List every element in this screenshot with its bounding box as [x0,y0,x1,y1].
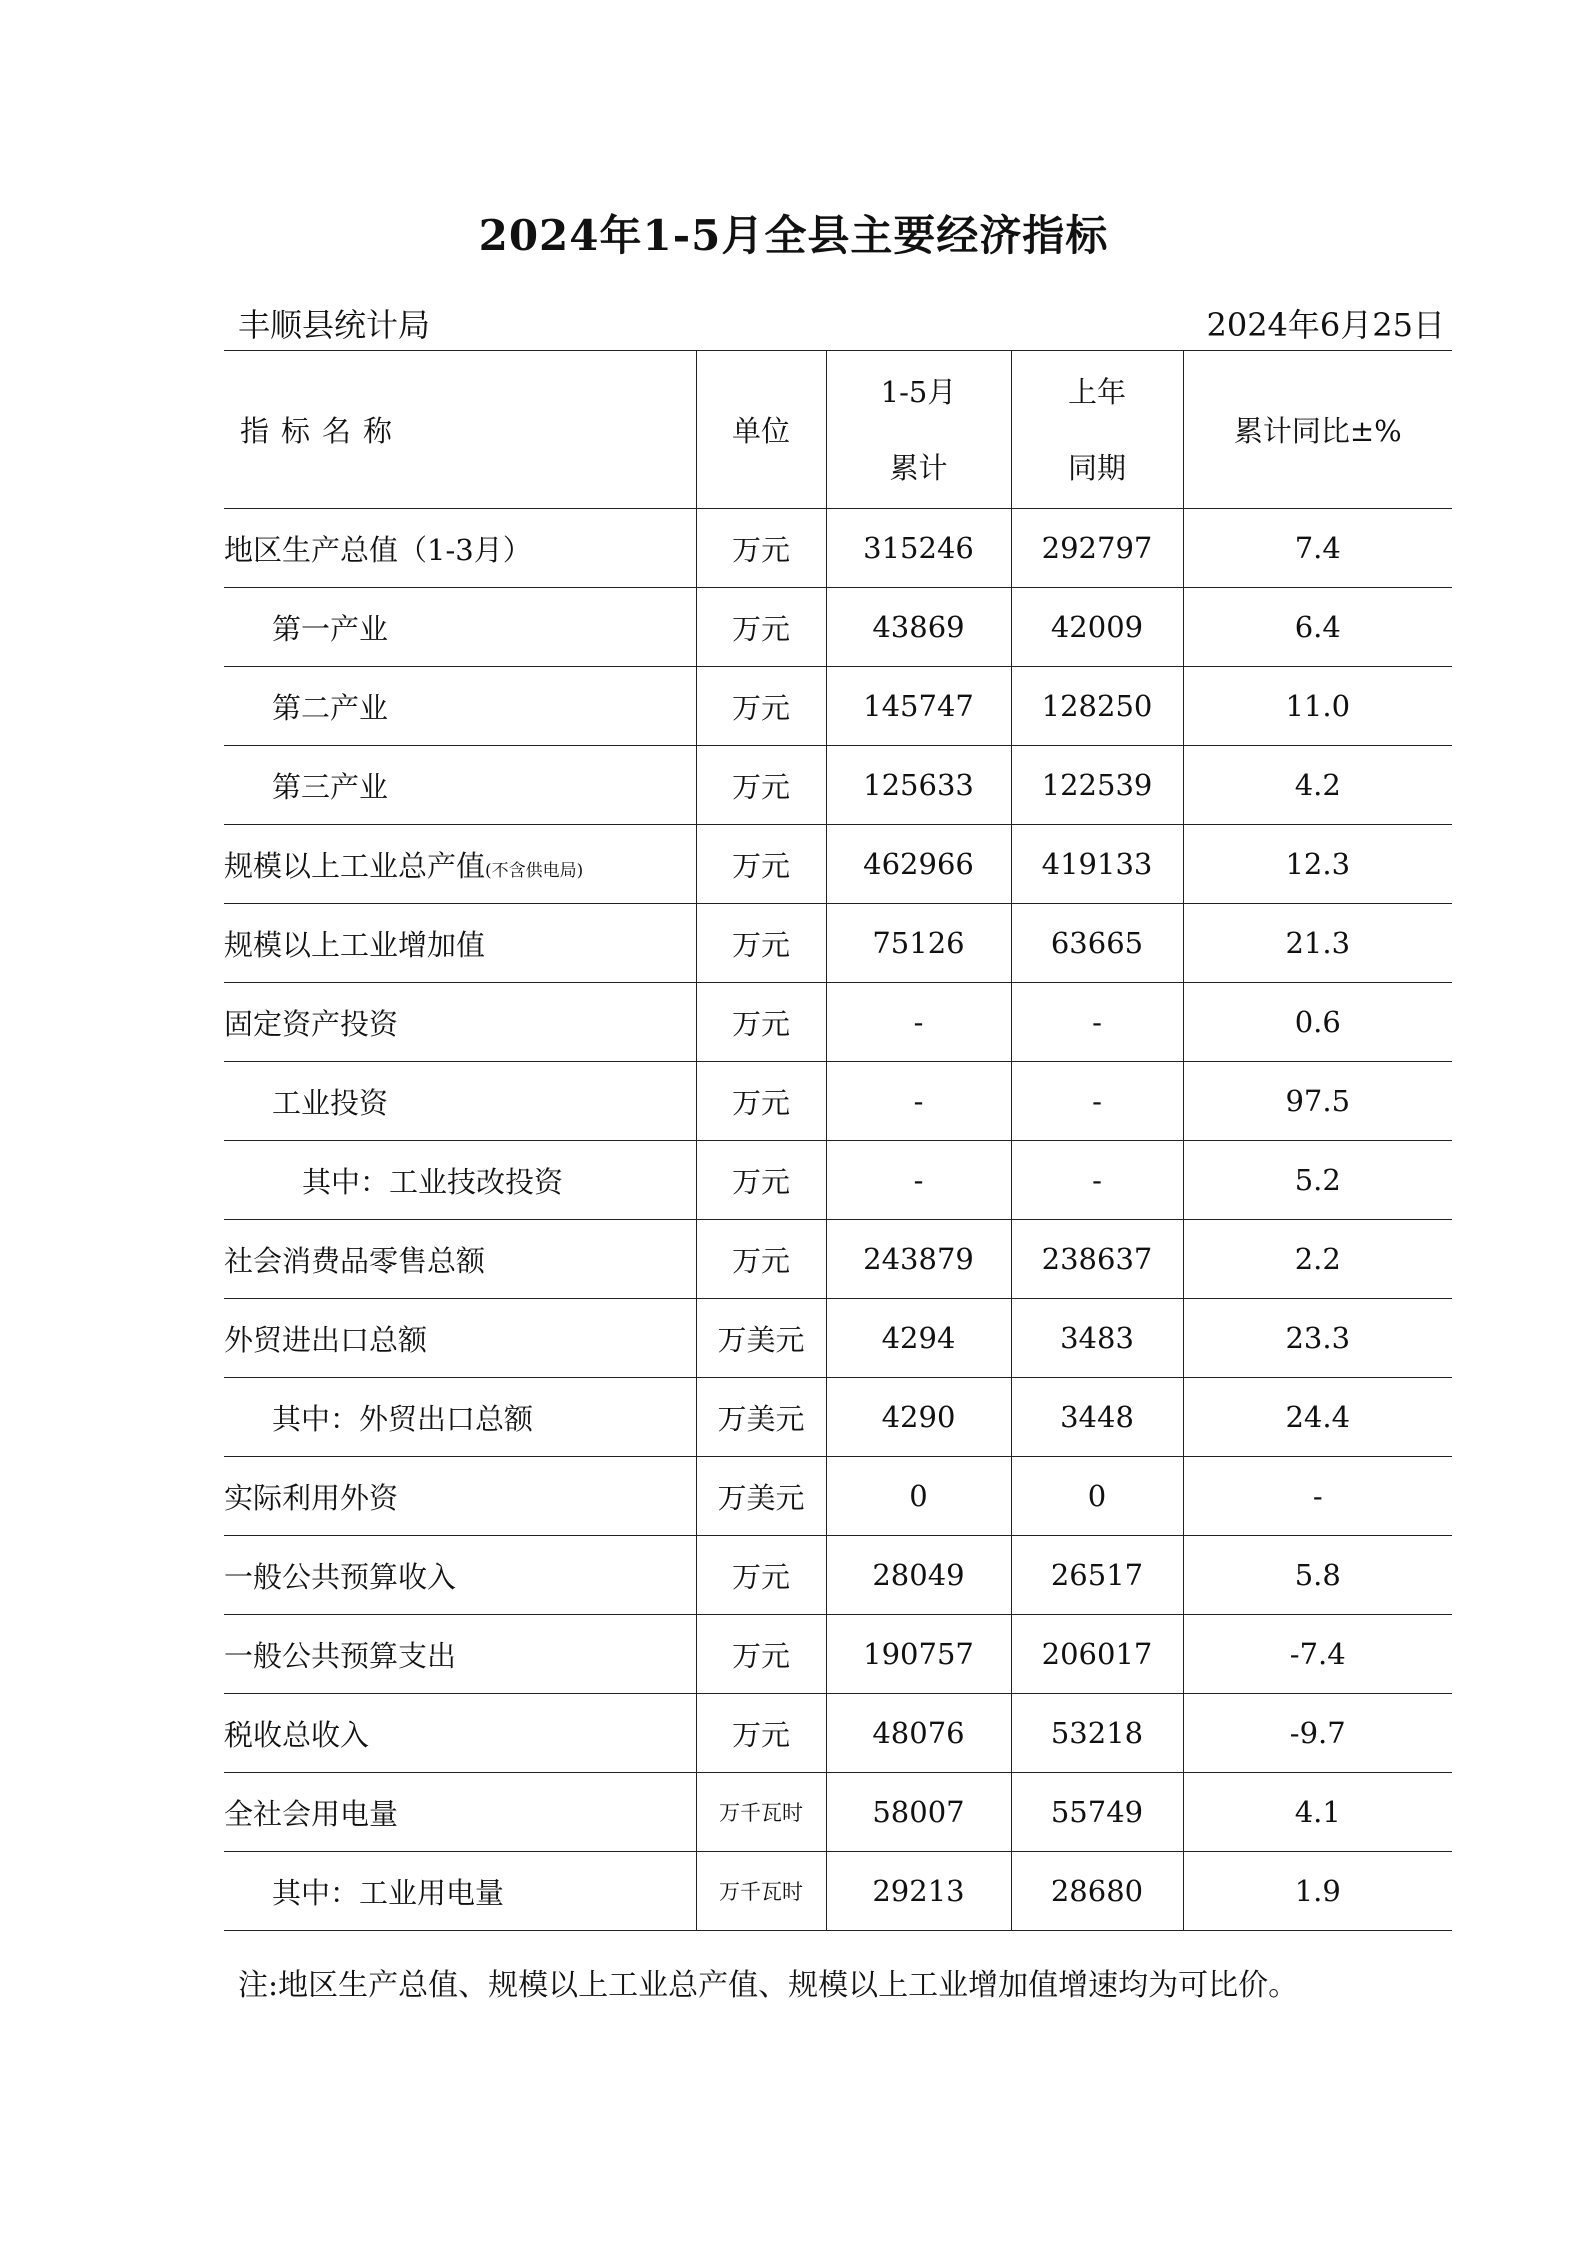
row-current: - [826,983,1011,1062]
row-name: 规模以上工业总产值 [224,848,486,883]
table-row [224,1378,1452,1457]
row-unit: 万元 [696,588,826,667]
row-current: 29213 [826,1852,1011,1931]
row-name: 一般公共预算支出 [224,1638,457,1673]
row-previous: 53218 [1011,1694,1183,1773]
row-current: - [826,1062,1011,1141]
row-previous: - [1011,983,1183,1062]
issue-date: 2024年6月25日 [1206,306,1445,344]
header-previous [1011,351,1183,509]
row-name: 其中：工业技改投资 [302,1164,564,1199]
row-yoy: 2.2 [1183,1220,1452,1299]
row-previous: - [1011,1141,1183,1220]
row-current: 28049 [826,1536,1011,1615]
table-row [224,1852,1452,1931]
row-unit: 万元 [696,825,826,904]
row-name: 全社会用电量 [224,1796,399,1831]
row-current: 58007 [826,1773,1011,1852]
row-name: 实际利用外资 [224,1480,399,1515]
table-row [224,1062,1452,1141]
row-yoy: 7.4 [1183,509,1452,588]
row-unit: 万元 [696,1694,826,1773]
row-unit: 万千瓦时 [696,1852,826,1931]
issuing-organization: 丰顺县统计局 [238,306,431,344]
row-name-cell [224,825,696,904]
row-unit: 万元 [696,667,826,746]
table-row [224,746,1452,825]
row-yoy: 5.8 [1183,1536,1452,1615]
row-yoy: 6.4 [1183,588,1452,667]
row-previous: 128250 [1011,667,1183,746]
row-current: 125633 [826,746,1011,825]
row-unit: 万美元 [696,1457,826,1536]
table-header-row [224,351,1452,509]
row-unit: 万美元 [696,1378,826,1457]
row-previous: 238637 [1011,1220,1183,1299]
row-current: 75126 [826,904,1011,983]
row-yoy: 12.3 [1183,825,1452,904]
row-yoy: 4.1 [1183,1773,1452,1852]
row-name: 第一产业 [272,611,389,646]
document-title: 2024年1-5月全县主要经济指标 [478,211,1109,260]
row-previous: 42009 [1011,588,1183,667]
header-previous-line1: 上年 [1067,374,1126,409]
row-previous: 0 [1011,1457,1183,1536]
row-previous: 419133 [1011,825,1183,904]
table-row [224,1141,1452,1220]
table-row [224,1457,1452,1536]
row-current: 315246 [826,509,1011,588]
row-name: 工业投资 [272,1085,389,1120]
row-name: 其中：外贸出口总额 [272,1401,534,1436]
row-current: 145747 [826,667,1011,746]
row-previous: 292797 [1011,509,1183,588]
table-row [224,1773,1452,1852]
row-current: 0 [826,1457,1011,1536]
row-unit: 万美元 [696,1299,826,1378]
row-unit: 万元 [696,746,826,825]
row-current: 4290 [826,1378,1011,1457]
table-row [224,1694,1452,1773]
row-unit: 万元 [696,1062,826,1141]
row-unit: 万元 [696,1141,826,1220]
row-yoy: 11.0 [1183,667,1452,746]
row-name: 其中：工业用电量 [272,1875,505,1910]
row-yoy: 0.6 [1183,983,1452,1062]
table-row [224,904,1452,983]
row-current: 190757 [826,1615,1011,1694]
row-previous: 3483 [1011,1299,1183,1378]
table-row [224,588,1452,667]
table-row [224,1615,1452,1694]
row-previous: 3448 [1011,1378,1183,1457]
indicator-table [224,350,1452,1931]
header-name: 指标名称 [240,414,405,448]
row-previous: 122539 [1011,746,1183,825]
row-unit: 万元 [696,1615,826,1694]
row-name: 第三产业 [272,769,389,804]
table-row [224,1536,1452,1615]
row-yoy: -7.4 [1183,1615,1452,1694]
table-row [224,509,1452,588]
row-unit: 万元 [696,983,826,1062]
row-unit: 万元 [696,1220,826,1299]
header-unit: 单位 [696,351,826,509]
row-name: 社会消费品零售总额 [224,1243,486,1278]
row-name: 一般公共预算收入 [224,1559,457,1594]
footnote: 注:地区生产总值、规模以上工业总产值、规模以上工业增加值增速均为可比价。 [238,1968,1299,2003]
row-yoy: 1.9 [1183,1852,1452,1931]
table-row [224,1220,1452,1299]
row-previous: 206017 [1011,1615,1183,1694]
row-previous: 26517 [1011,1536,1183,1615]
header-current-line1: 1-5月 [880,374,957,409]
row-yoy: 23.3 [1183,1299,1452,1378]
row-current: 43869 [826,588,1011,667]
row-name: 第二产业 [272,690,389,725]
header-yoy: 累计同比±% [1183,351,1452,509]
header-current-line2: 累计 [889,450,948,485]
row-yoy: 5.2 [1183,1141,1452,1220]
table-row [224,983,1452,1062]
row-yoy: - [1183,1457,1452,1536]
row-name: 固定资产投资 [224,1006,399,1041]
row-previous: 63665 [1011,904,1183,983]
row-previous: 55749 [1011,1773,1183,1852]
row-previous: 28680 [1011,1852,1183,1931]
row-unit: 万元 [696,1536,826,1615]
row-current: - [826,1141,1011,1220]
row-previous: - [1011,1062,1183,1141]
row-current: 4294 [826,1299,1011,1378]
row-name-note: (不含供电局) [485,860,584,881]
row-current: 243879 [826,1220,1011,1299]
row-yoy: -9.7 [1183,1694,1452,1773]
row-yoy: 21.3 [1183,904,1452,983]
header-previous-line2: 同期 [1067,450,1126,485]
table-row [224,667,1452,746]
row-name: 税收总收入 [224,1717,370,1752]
table-row [224,825,1452,904]
row-yoy: 24.4 [1183,1378,1452,1457]
row-name: 外贸进出口总额 [224,1322,428,1357]
row-unit: 万千瓦时 [696,1773,826,1852]
row-name: 地区生产总值（1-3月） [224,532,532,567]
row-yoy: 4.2 [1183,746,1452,825]
row-name: 规模以上工业增加值 [224,927,486,962]
row-current: 48076 [826,1694,1011,1773]
header-current [826,351,1011,509]
row-yoy: 97.5 [1183,1062,1452,1141]
row-unit: 万元 [696,904,826,983]
row-current: 462966 [826,825,1011,904]
table-row [224,1299,1452,1378]
row-unit: 万元 [696,509,826,588]
